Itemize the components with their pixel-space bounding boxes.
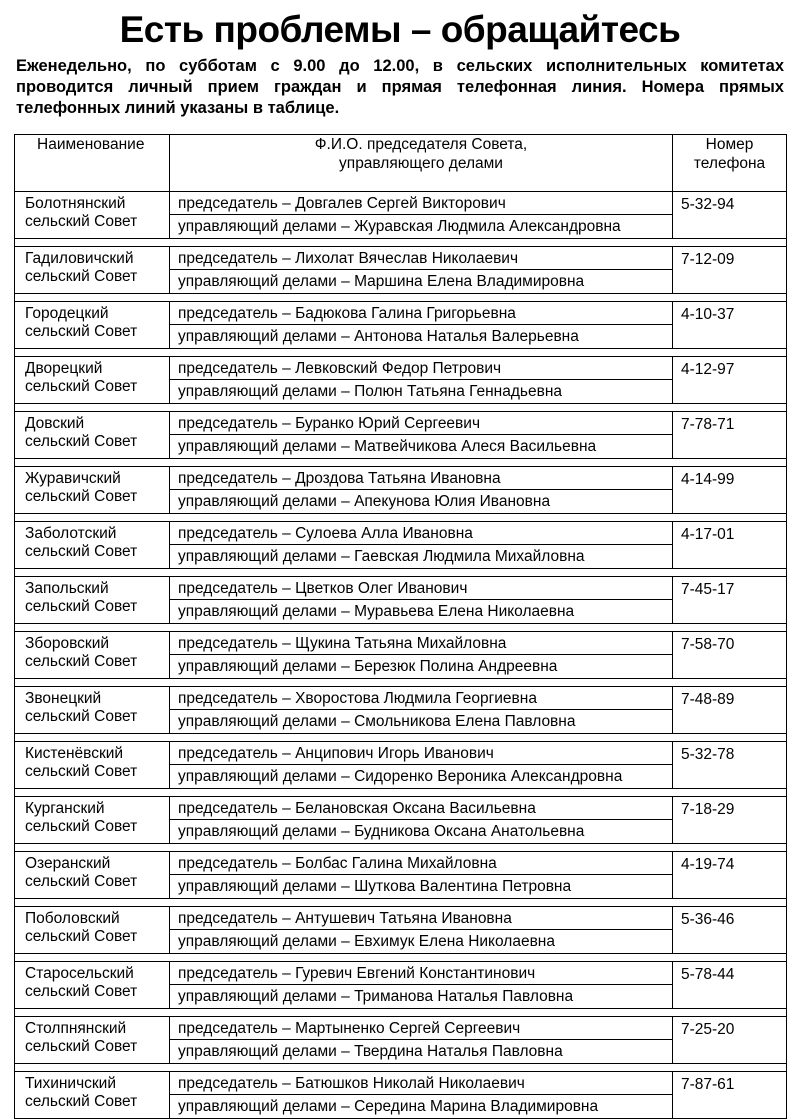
council-name-cell bbox=[15, 302, 170, 349]
phone-cell bbox=[673, 1017, 787, 1064]
phone-cell bbox=[673, 247, 787, 294]
row-spacer-cell bbox=[15, 679, 787, 687]
council-name-cell bbox=[15, 467, 170, 514]
table-row bbox=[15, 797, 787, 844]
chairman-line: председатель – Батюшков Николай Николаевич bbox=[170, 1072, 672, 1095]
council-name-line2: сельский Совет bbox=[25, 983, 138, 1000]
council-name-line1: Зборовский bbox=[25, 635, 110, 652]
row-spacer bbox=[15, 899, 787, 907]
council-name-cell bbox=[15, 412, 170, 459]
manager-line: управляющий делами – Апекунова Юлия Ивановна bbox=[178, 493, 551, 510]
council-name-cell bbox=[15, 852, 170, 899]
header-fio bbox=[170, 135, 673, 192]
manager-line: управляющий делами – Березюк Полина Андреевна bbox=[178, 658, 558, 675]
phone-number: 7-58-70 bbox=[681, 636, 735, 653]
council-name-cell bbox=[15, 247, 170, 294]
row-spacer-cell bbox=[15, 844, 787, 852]
manager-line: управляющий делами – Евхимук Елена Николаевна bbox=[178, 933, 555, 950]
council-name-line1: Дворецкий bbox=[25, 360, 103, 377]
phone-number: 7-12-09 bbox=[681, 251, 735, 268]
table-row bbox=[15, 357, 787, 404]
row-spacer-cell bbox=[15, 404, 787, 412]
manager-line: управляющий делами – Матвейчикова Алеся Васильевна bbox=[178, 438, 597, 455]
table-row bbox=[15, 247, 787, 294]
row-spacer-cell bbox=[15, 734, 787, 742]
phone-cell bbox=[673, 1072, 787, 1119]
officials-cell bbox=[170, 632, 673, 679]
phone-cell bbox=[673, 522, 787, 569]
phone-number: 7-48-89 bbox=[681, 691, 735, 708]
table-row bbox=[15, 687, 787, 734]
header-phone-line1: Номер bbox=[705, 136, 754, 153]
phone-number: 5-78-44 bbox=[681, 966, 735, 983]
phone-number: 7-87-61 bbox=[681, 1076, 735, 1093]
council-name-line2: сельский Совет bbox=[25, 873, 138, 890]
table-row bbox=[15, 962, 787, 1009]
council-name-cell bbox=[15, 1072, 170, 1119]
phone-number: 4-14-99 bbox=[681, 471, 735, 488]
council-name-line1: Запольский bbox=[25, 580, 109, 597]
phone-cell bbox=[673, 467, 787, 514]
council-name-line2: сельский Совет bbox=[25, 598, 138, 615]
phone-number: 7-78-71 bbox=[681, 416, 735, 433]
manager-line: управляющий делами – Сидоренко Вероника Александровна bbox=[178, 768, 623, 785]
table-row bbox=[15, 742, 787, 789]
phone-cell bbox=[673, 302, 787, 349]
council-name-line1: Кистенёвский bbox=[25, 745, 124, 762]
council-name-cell bbox=[15, 907, 170, 954]
council-name-cell bbox=[15, 1017, 170, 1064]
row-spacer-cell bbox=[15, 514, 787, 522]
row-spacer bbox=[15, 679, 787, 687]
row-spacer bbox=[15, 1064, 787, 1072]
manager-line: управляющий делами – Журавская Людмила Александровна bbox=[178, 218, 621, 235]
phone-cell bbox=[673, 577, 787, 624]
row-spacer bbox=[15, 514, 787, 522]
officials-cell bbox=[170, 852, 673, 899]
council-name-line2: сельский Совет bbox=[25, 763, 138, 780]
council-name-line1: Болотнянский bbox=[25, 195, 126, 212]
manager-line: управляющий делами – Антонова Наталья Валерьевна bbox=[178, 328, 579, 345]
council-name-line1: Тихиничский bbox=[25, 1075, 116, 1092]
phone-cell bbox=[673, 412, 787, 459]
row-spacer bbox=[15, 569, 787, 577]
table-body bbox=[15, 192, 787, 1119]
phone-cell bbox=[673, 852, 787, 899]
council-name-line2: сельский Совет bbox=[25, 378, 138, 395]
council-name-cell bbox=[15, 632, 170, 679]
council-name-line2: сельский Совет bbox=[25, 543, 138, 560]
manager-line: управляющий делами – Триманова Наталья Павловна bbox=[178, 988, 574, 1005]
phone-number: 4-17-01 bbox=[681, 526, 735, 543]
chairman-line: председатель – Бадюкова Галина Григорьевна bbox=[170, 302, 672, 325]
manager-line: управляющий делами – Будникова Оксана Анатольевна bbox=[178, 823, 585, 840]
officials-cell bbox=[170, 192, 673, 239]
council-name-line1: Озеранский bbox=[25, 855, 111, 872]
council-name-line2: сельский Совет bbox=[25, 928, 138, 945]
phone-number: 7-25-20 bbox=[681, 1021, 735, 1038]
header-phone-line2: телефона bbox=[693, 155, 766, 172]
council-name-cell bbox=[15, 522, 170, 569]
row-spacer-cell bbox=[15, 294, 787, 302]
chairman-line: председатель – Довгалев Сергей Викторович bbox=[170, 192, 672, 215]
manager-line: управляющий делами – Муравьева Елена Николаевна bbox=[178, 603, 575, 620]
chairman-line: председатель – Щукина Татьяна Михайловна bbox=[170, 632, 672, 655]
officials-cell bbox=[170, 412, 673, 459]
officials-cell bbox=[170, 742, 673, 789]
table-row bbox=[15, 412, 787, 459]
manager-line: управляющий делами – Полюн Татьяна Геннадьевна bbox=[178, 383, 562, 400]
table-header-row bbox=[15, 135, 787, 192]
council-name-line1: Довский bbox=[25, 415, 85, 432]
table-row bbox=[15, 192, 787, 239]
manager-line: управляющий делами – Смольникова Елена Павловна bbox=[178, 713, 576, 730]
council-name-line1: Звонецкий bbox=[25, 690, 102, 707]
row-spacer-cell bbox=[15, 1009, 787, 1017]
phone-cell bbox=[673, 962, 787, 1009]
council-name-line1: Старосельский bbox=[25, 965, 134, 982]
row-spacer-cell bbox=[15, 459, 787, 467]
row-spacer bbox=[15, 349, 787, 357]
officials-cell bbox=[170, 907, 673, 954]
table-row bbox=[15, 632, 787, 679]
row-spacer bbox=[15, 239, 787, 247]
table-row bbox=[15, 302, 787, 349]
phone-cell bbox=[673, 357, 787, 404]
council-name-line2: сельский Совет bbox=[25, 653, 138, 670]
manager-line: управляющий делами – Маршина Елена Владимировна bbox=[178, 273, 585, 290]
council-name-line1: Курганский bbox=[25, 800, 105, 817]
council-name-cell bbox=[15, 577, 170, 624]
council-name-cell bbox=[15, 687, 170, 734]
council-name-line2: сельский Совет bbox=[25, 1038, 138, 1055]
chairman-line: председатель – Левковский Федор Петрович bbox=[170, 357, 672, 380]
phone-cell bbox=[673, 192, 787, 239]
phone-cell bbox=[673, 907, 787, 954]
council-name-line1: Журавичский bbox=[25, 470, 121, 487]
chairman-line: председатель – Лихолат Вячеслав Николаевич bbox=[170, 247, 672, 270]
officials-cell bbox=[170, 302, 673, 349]
table-row bbox=[15, 577, 787, 624]
row-spacer bbox=[15, 734, 787, 742]
council-name-line2: сельский Совет bbox=[25, 1093, 138, 1110]
officials-cell bbox=[170, 467, 673, 514]
chairman-line: председатель – Болбас Галина Михайловна bbox=[170, 852, 672, 875]
header-phone bbox=[673, 135, 787, 192]
row-spacer bbox=[15, 624, 787, 632]
officials-cell bbox=[170, 1072, 673, 1119]
council-name-line2: сельский Совет bbox=[25, 268, 138, 285]
officials-cell bbox=[170, 797, 673, 844]
phone-number: 5-32-78 bbox=[681, 746, 735, 763]
table-row bbox=[15, 1072, 787, 1119]
row-spacer-cell bbox=[15, 624, 787, 632]
officials-cell bbox=[170, 357, 673, 404]
header-fio-line2: управляющего делами bbox=[339, 155, 503, 172]
chairman-line: председатель – Гуревич Евгений Константинович bbox=[170, 962, 672, 985]
row-spacer bbox=[15, 954, 787, 962]
row-spacer-cell bbox=[15, 1064, 787, 1072]
council-name-line1: Столпнянский bbox=[25, 1020, 127, 1037]
table-row bbox=[15, 907, 787, 954]
row-spacer bbox=[15, 294, 787, 302]
chairman-line: председатель – Буранко Юрий Сергеевич bbox=[170, 412, 672, 435]
phone-number: 4-19-74 bbox=[681, 856, 735, 873]
table-row bbox=[15, 852, 787, 899]
manager-line: управляющий делами – Твердина Наталья Павловна bbox=[178, 1043, 563, 1060]
row-spacer-cell bbox=[15, 954, 787, 962]
council-name-line2: сельский Совет bbox=[25, 323, 138, 340]
row-spacer-cell bbox=[15, 899, 787, 907]
page-title: Есть проблемы – обращайтесь bbox=[119, 9, 681, 50]
officials-cell bbox=[170, 522, 673, 569]
chairman-line: председатель – Белановская Оксана Васильевна bbox=[170, 797, 672, 820]
phone-cell bbox=[673, 742, 787, 789]
council-name-line1: Заболотский bbox=[25, 525, 117, 542]
chairman-line: председатель – Дроздова Татьяна Ивановна bbox=[170, 467, 672, 490]
phone-cell bbox=[673, 797, 787, 844]
officials-cell bbox=[170, 962, 673, 1009]
phone-number: 5-36-46 bbox=[681, 911, 735, 928]
phone-number: 7-18-29 bbox=[681, 801, 735, 818]
council-name-line1: Поболовский bbox=[25, 910, 120, 927]
row-spacer bbox=[15, 459, 787, 467]
row-spacer bbox=[15, 1009, 787, 1017]
chairman-line: председатель – Цветков Олег Иванович bbox=[170, 577, 672, 600]
manager-line: управляющий делами – Шуткова Валентина Петровна bbox=[178, 878, 572, 895]
table-row bbox=[15, 522, 787, 569]
council-name-cell bbox=[15, 797, 170, 844]
row-spacer-cell bbox=[15, 789, 787, 797]
chairman-line: председатель – Хворостова Людмила Георгиевна bbox=[170, 687, 672, 710]
chairman-line: председатель – Анципович Игорь Иванович bbox=[170, 742, 672, 765]
phone-cell bbox=[673, 632, 787, 679]
header-name-label: Наименование bbox=[37, 136, 145, 153]
row-spacer bbox=[15, 404, 787, 412]
council-name-line1: Городецкий bbox=[25, 305, 109, 322]
officials-cell bbox=[170, 687, 673, 734]
contacts-table bbox=[14, 134, 787, 1119]
row-spacer-cell bbox=[15, 349, 787, 357]
council-name-line2: сельский Совет bbox=[25, 708, 138, 725]
phone-number: 4-12-97 bbox=[681, 361, 735, 378]
phone-number: 7-45-17 bbox=[681, 581, 735, 598]
officials-cell bbox=[170, 577, 673, 624]
row-spacer-cell bbox=[15, 239, 787, 247]
council-name-line2: сельский Совет bbox=[25, 433, 138, 450]
header-name bbox=[15, 135, 170, 192]
officials-cell bbox=[170, 1017, 673, 1064]
table-row bbox=[15, 467, 787, 514]
table-row bbox=[15, 1017, 787, 1064]
phone-number: 5-32-94 bbox=[681, 196, 735, 213]
council-name-cell bbox=[15, 742, 170, 789]
row-spacer bbox=[15, 844, 787, 852]
council-name-cell bbox=[15, 357, 170, 404]
council-name-line1: Гадиловичский bbox=[25, 250, 134, 267]
council-name-cell bbox=[15, 192, 170, 239]
phone-number: 4-10-37 bbox=[681, 306, 735, 323]
chairman-line: председатель – Антушевич Татьяна Ивановна bbox=[170, 907, 672, 930]
intro-paragraph: Еженедельно, по субботам с 9.00 до 12.00, в сельских исполнительных комитетах проводится личный прием граждан и прямая телефонная линия. Номера прямых телефонных линий указаны в таблице. bbox=[16, 57, 784, 117]
phone-cell bbox=[673, 687, 787, 734]
manager-line: управляющий делами – Середина Марина Владимировна bbox=[178, 1098, 599, 1115]
header-fio-line1: Ф.И.О. председателя Совета, bbox=[314, 136, 528, 153]
council-name-line2: сельский Совет bbox=[25, 213, 138, 230]
manager-line: управляющий делами – Гаевская Людмила Михайловна bbox=[178, 548, 585, 565]
council-name-cell bbox=[15, 962, 170, 1009]
row-spacer bbox=[15, 789, 787, 797]
chairman-line: председатель – Мартыненко Сергей Сергеевич bbox=[170, 1017, 672, 1040]
council-name-line2: сельский Совет bbox=[25, 488, 138, 505]
officials-cell bbox=[170, 247, 673, 294]
row-spacer-cell bbox=[15, 569, 787, 577]
council-name-line2: сельский Совет bbox=[25, 818, 138, 835]
chairman-line: председатель – Сулоева Алла Ивановна bbox=[170, 522, 672, 545]
